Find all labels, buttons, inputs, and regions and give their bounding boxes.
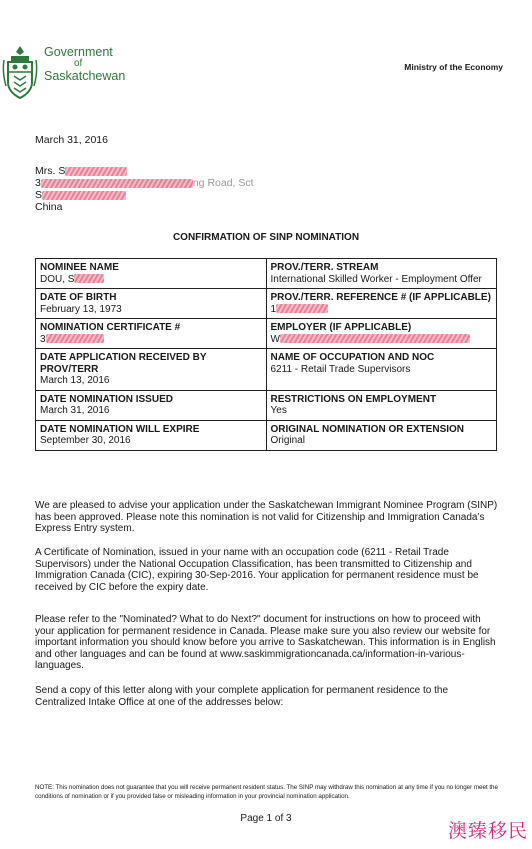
table-cell bbox=[36, 420, 267, 450]
recipient-address bbox=[35, 165, 254, 213]
footer-note: NOTE: This nomination does not guarantee that you will receive permanent resident status. The SINP may withdraw this nomination at any time if you no longer meet the conditions of nomination or if you provided false or misleading information in your provincial nomination application. bbox=[35, 784, 498, 800]
table-row bbox=[36, 259, 497, 289]
redaction-mark bbox=[280, 334, 470, 343]
redaction-mark bbox=[74, 274, 104, 283]
table-row bbox=[36, 390, 497, 420]
cell-label: NOMINEE NAME bbox=[40, 262, 119, 273]
gov-line-3: Saskatchewan bbox=[44, 69, 126, 83]
table-cell bbox=[266, 289, 497, 319]
cell-label: NAME OF OCCUPATION AND NOC bbox=[270, 352, 435, 363]
address-line-1: Mrs. S bbox=[35, 165, 254, 177]
cell-value: Yes bbox=[270, 405, 287, 416]
saskatchewan-crest-icon bbox=[2, 42, 38, 100]
cell-label: EMPLOYER (IF APPLICABLE) bbox=[270, 322, 412, 333]
cell-label: DATE NOMINATION ISSUED bbox=[40, 393, 173, 405]
government-wordmark bbox=[44, 46, 125, 82]
table-cell bbox=[36, 319, 267, 349]
cell-label: DATE NOMINATION WILL EXPIRE bbox=[40, 423, 200, 435]
gov-line-2: of bbox=[74, 58, 83, 69]
cell-label: PROV./TERR. STREAM bbox=[270, 262, 379, 273]
paragraph-certificate: A Certificate of Nomination, issued in your name with an occupation code (6211 - Retail Trade Supervisors) under the National Occupation Classification, has been transmitted to Citizenship and Immigration Canada (CIC), expiring 30-Sep-2016. Your application for permanent residence must be received by CIC before the expiry date. bbox=[35, 547, 479, 593]
redaction-mark bbox=[46, 334, 104, 343]
table-cell bbox=[266, 259, 497, 289]
cell-value: DOU, S bbox=[40, 273, 75, 285]
redaction-mark bbox=[42, 191, 126, 200]
redaction-mark bbox=[41, 179, 193, 188]
table-cell bbox=[36, 259, 267, 289]
cell-value: 1 bbox=[270, 303, 277, 315]
address-line-3: S bbox=[35, 189, 254, 201]
cell-value: February 13, 1973 bbox=[40, 303, 122, 315]
cell-label: NOMINATION CERTIFICATE # bbox=[40, 322, 181, 333]
letter-date: March 31, 2016 bbox=[35, 134, 108, 146]
redaction-mark bbox=[276, 304, 328, 313]
cell-value: Original bbox=[270, 435, 305, 446]
address-line-2: 3 ng Road, Sct bbox=[35, 177, 254, 189]
cell-label: PROV./TERR. REFERENCE # (IF APPLICABLE) bbox=[270, 292, 491, 303]
cell-value: March 31, 2016 bbox=[40, 405, 110, 416]
cell-label: DATE OF BIRTH bbox=[40, 292, 117, 303]
table-row bbox=[36, 420, 497, 450]
cell-value: International Skilled Worker - Employment Offer bbox=[270, 273, 482, 285]
table-row bbox=[36, 349, 497, 391]
table-row bbox=[36, 289, 497, 319]
government-logo bbox=[2, 38, 126, 102]
table-cell bbox=[36, 289, 267, 319]
cell-label: ORIGINAL NOMINATION OR EXTENSION bbox=[270, 423, 465, 435]
cell-value: 3 bbox=[40, 333, 46, 345]
table-cell bbox=[36, 390, 267, 420]
address-line-4: China bbox=[35, 201, 63, 213]
nomination-details-table bbox=[35, 258, 497, 451]
cell-value: W bbox=[270, 333, 280, 345]
page-number: Page 1 of 3 bbox=[240, 813, 292, 824]
cell-value: 6211 - Retail Trade Supervisors bbox=[270, 363, 411, 375]
paragraph-approval: We are pleased to advise your application under the Saskatchewan Immigrant Nominee Program (SINP) has been approved. Please note this nomination is not valid for Citizenship and Immigration Canada’s Express Entry system. bbox=[35, 500, 498, 535]
cell-label: DATE APPLICATION RECEIVED BY PROV/TERR bbox=[40, 352, 207, 375]
table-cell bbox=[266, 390, 497, 420]
paragraph-send-copy: Send a copy of this letter along with your complete application for permanent residence to the Centralized Intake Office at one of the addresses below: bbox=[35, 685, 449, 708]
cell-value: March 13, 2016 bbox=[40, 375, 110, 386]
cell-value: September 30, 2016 bbox=[40, 435, 131, 446]
table-cell bbox=[36, 349, 267, 391]
table-cell bbox=[266, 420, 497, 450]
ministry-name: Ministry of the Economy bbox=[404, 62, 503, 72]
gov-line-1: Government bbox=[44, 45, 113, 59]
cell-label: RESTRICTIONS ON EMPLOYMENT bbox=[270, 393, 437, 405]
redaction-mark bbox=[65, 167, 127, 176]
watermark: 澳臻移民 bbox=[447, 820, 528, 842]
document-heading: CONFIRMATION OF SINP NOMINATION bbox=[172, 232, 360, 243]
table-cell bbox=[266, 349, 497, 391]
table-row bbox=[36, 319, 497, 349]
paragraph-next-steps: Please refer to the "Nominated? What to do Next?" document for instructions on how to proceed with your application for permanent residence in Canada. Please make sure you also review our website for important information you should know before you arrive to Saskatchewan. This information is in English and other languages and can be found at www.saskimmigrationcanada.ca/information-in-various-languages. bbox=[35, 614, 496, 672]
table-cell bbox=[266, 319, 497, 349]
